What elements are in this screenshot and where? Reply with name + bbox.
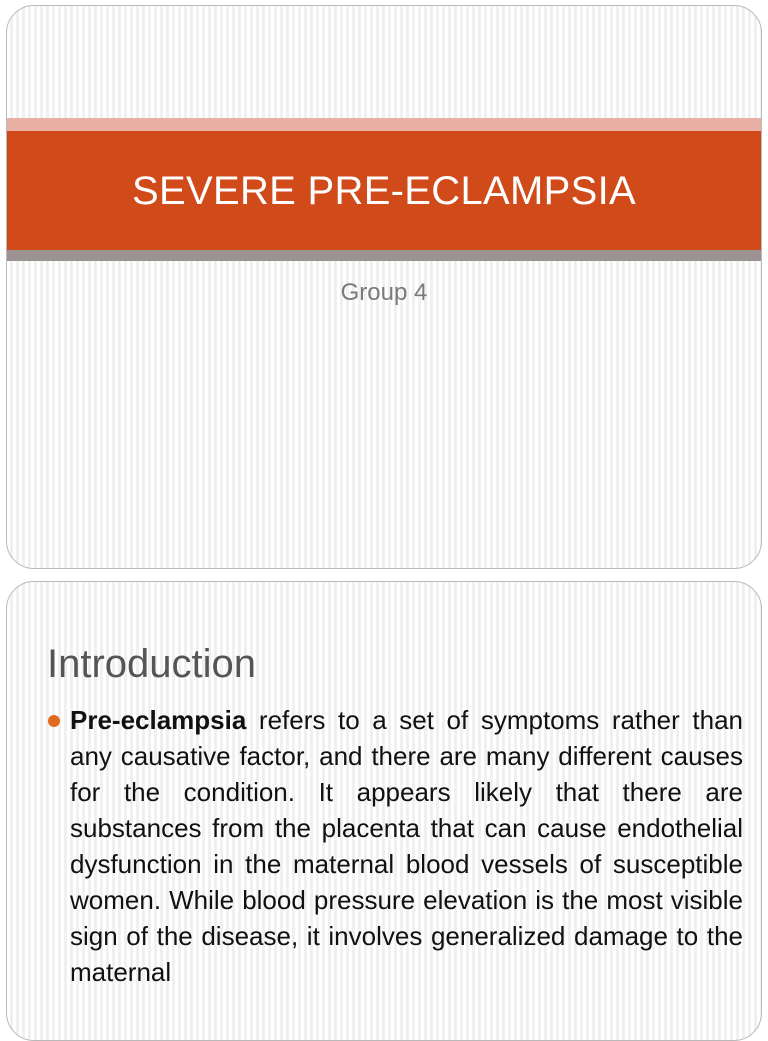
title-slide [6,5,762,569]
title-band [7,131,761,250]
bullet-body-text: refers to a set of symptoms rather than any causative factor, and there are many different causes for the condition. It appears likely that there are substances from the placenta that can cause endothelial dysfunction in the maternal blood vessels of susceptible women. While blood pressure elevation is the most visible sign of the disease, it involves generalized damage to the maternal [70,705,743,987]
slide-subtitle: Group 4 [340,279,428,306]
title-bottom-strip [7,250,761,261]
slide-title: SEVERE PRE-ECLAMPSIA [132,169,636,213]
bullet-item [48,702,743,990]
title-top-strip [7,118,761,131]
bullet-dot-icon [48,715,60,727]
bullet-text [70,702,743,990]
bullet-list [48,702,743,990]
content-slide [6,581,762,1041]
bullet-bold-term: Pre-eclampsia [70,705,247,735]
slide-heading: Introduction [47,642,257,686]
